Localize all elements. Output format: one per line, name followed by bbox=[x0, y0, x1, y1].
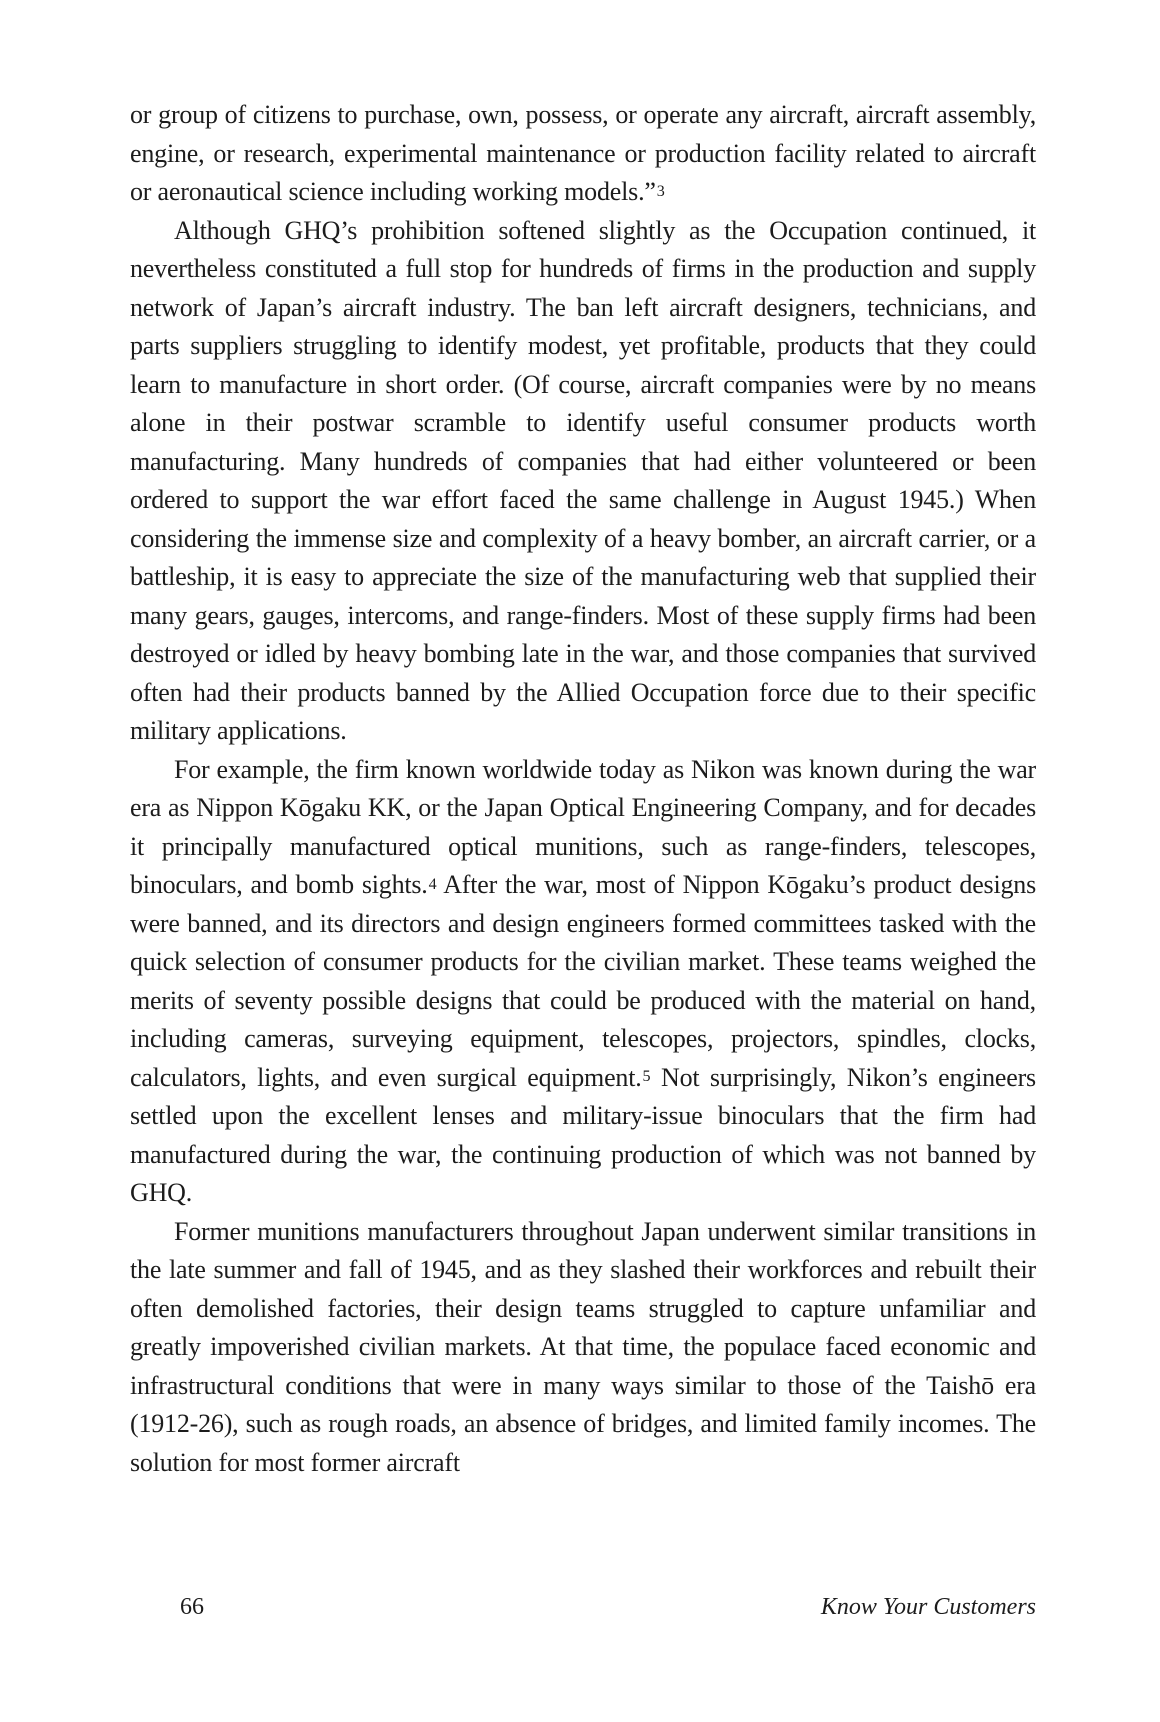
footnote-ref-3: 3 bbox=[656, 182, 665, 200]
paragraph-2 bbox=[130, 212, 1036, 751]
body-text bbox=[130, 96, 1036, 1482]
page-number: 66 bbox=[180, 1594, 204, 1620]
paragraph-3 bbox=[130, 751, 1036, 1213]
text-segment: Former munitions manufacturers throughout Japan underwent similar transitions in the late summer and fall of 1945, and as they slashed their workforces and rebuilt their often demolished factories, their design teams struggled to capture unfamiliar and greatly impoverished civilian markets. At that time, the populace faced economic and infrastructural conditions that were in many ways similar to those of the Taishō era (1912-26), such as rough roads, an absence of bridges, and limited family incomes. The solution for most former aircraft bbox=[130, 1216, 1036, 1477]
footnote-ref-4: 4 bbox=[428, 875, 437, 893]
text-segment: Although GHQ’s prohibition softened slightly as the Occupation continued, it nevertheless constituted a full stop for hundreds of firms in the production and supply network of Japan’s aircraft industry. The ban left aircraft designers, technicians, and parts suppliers struggling to identify modest, yet profitable, products that they could learn to manufacture in short order. (Of course, aircraft companies were by no means alone in their postwar scramble to identify useful consumer products worth manufacturing. Many hundreds of companies that had either volunteered or been ordered to support the war effort faced the same challenge in August 1945.) When considering the immense size and complexity of a heavy bomber, an aircraft carrier, or a battleship, it is easy to appreciate the size of the manufacturing web that supplied their many gears, gauges, intercoms, and range-finders. Most of these supply firms had been destroyed or idled by heavy bombing late in the war, and those companies that survived often had their products banned by the Allied Occupation force due to their specific military applications. bbox=[130, 215, 1036, 745]
text-segment: For example, the firm known worldwide today as Nikon was known during the war era as Nippon Kōgaku KK, or the Japan Optical Engineering Company, and for decades it principally manufactured optical munitions, such as range-finders, telescopes, binoculars, and bomb sights. bbox=[130, 754, 1036, 899]
text-segment: After the war, most of Nippon Kōgaku’s product designs were banned, and its directors and design engineers formed committees tasked with the quick selection of consumer products for the civilian market. These teams weighed the merits of seventy possible designs that could be produced with the material on hand, including cameras, surveying equipment, telescopes, projectors, spindles, clocks, calculators, lights, and even surgical equipment. bbox=[130, 870, 1036, 1092]
text-segment: or group of citizens to purchase, own, possess, or operate any aircraft, aircraft assembly, engine, or research, experimental maintenance or production facility related to aircraft or aeronautical science including working models.” bbox=[130, 100, 1036, 206]
text-segment: Not surprisingly, Nikon’s engineers settled upon the excellent lenses and military-issue binoculars that the firm had manufactured during the war, the continuing production of which was not banned by GHQ. bbox=[130, 1062, 1036, 1207]
footnote-ref-5: 5 bbox=[642, 1068, 651, 1085]
paragraph-4 bbox=[130, 1213, 1036, 1483]
paragraph-1 bbox=[130, 96, 1036, 212]
running-title: Know Your Customers bbox=[820, 1594, 1036, 1620]
page-footer bbox=[130, 1593, 1036, 1621]
